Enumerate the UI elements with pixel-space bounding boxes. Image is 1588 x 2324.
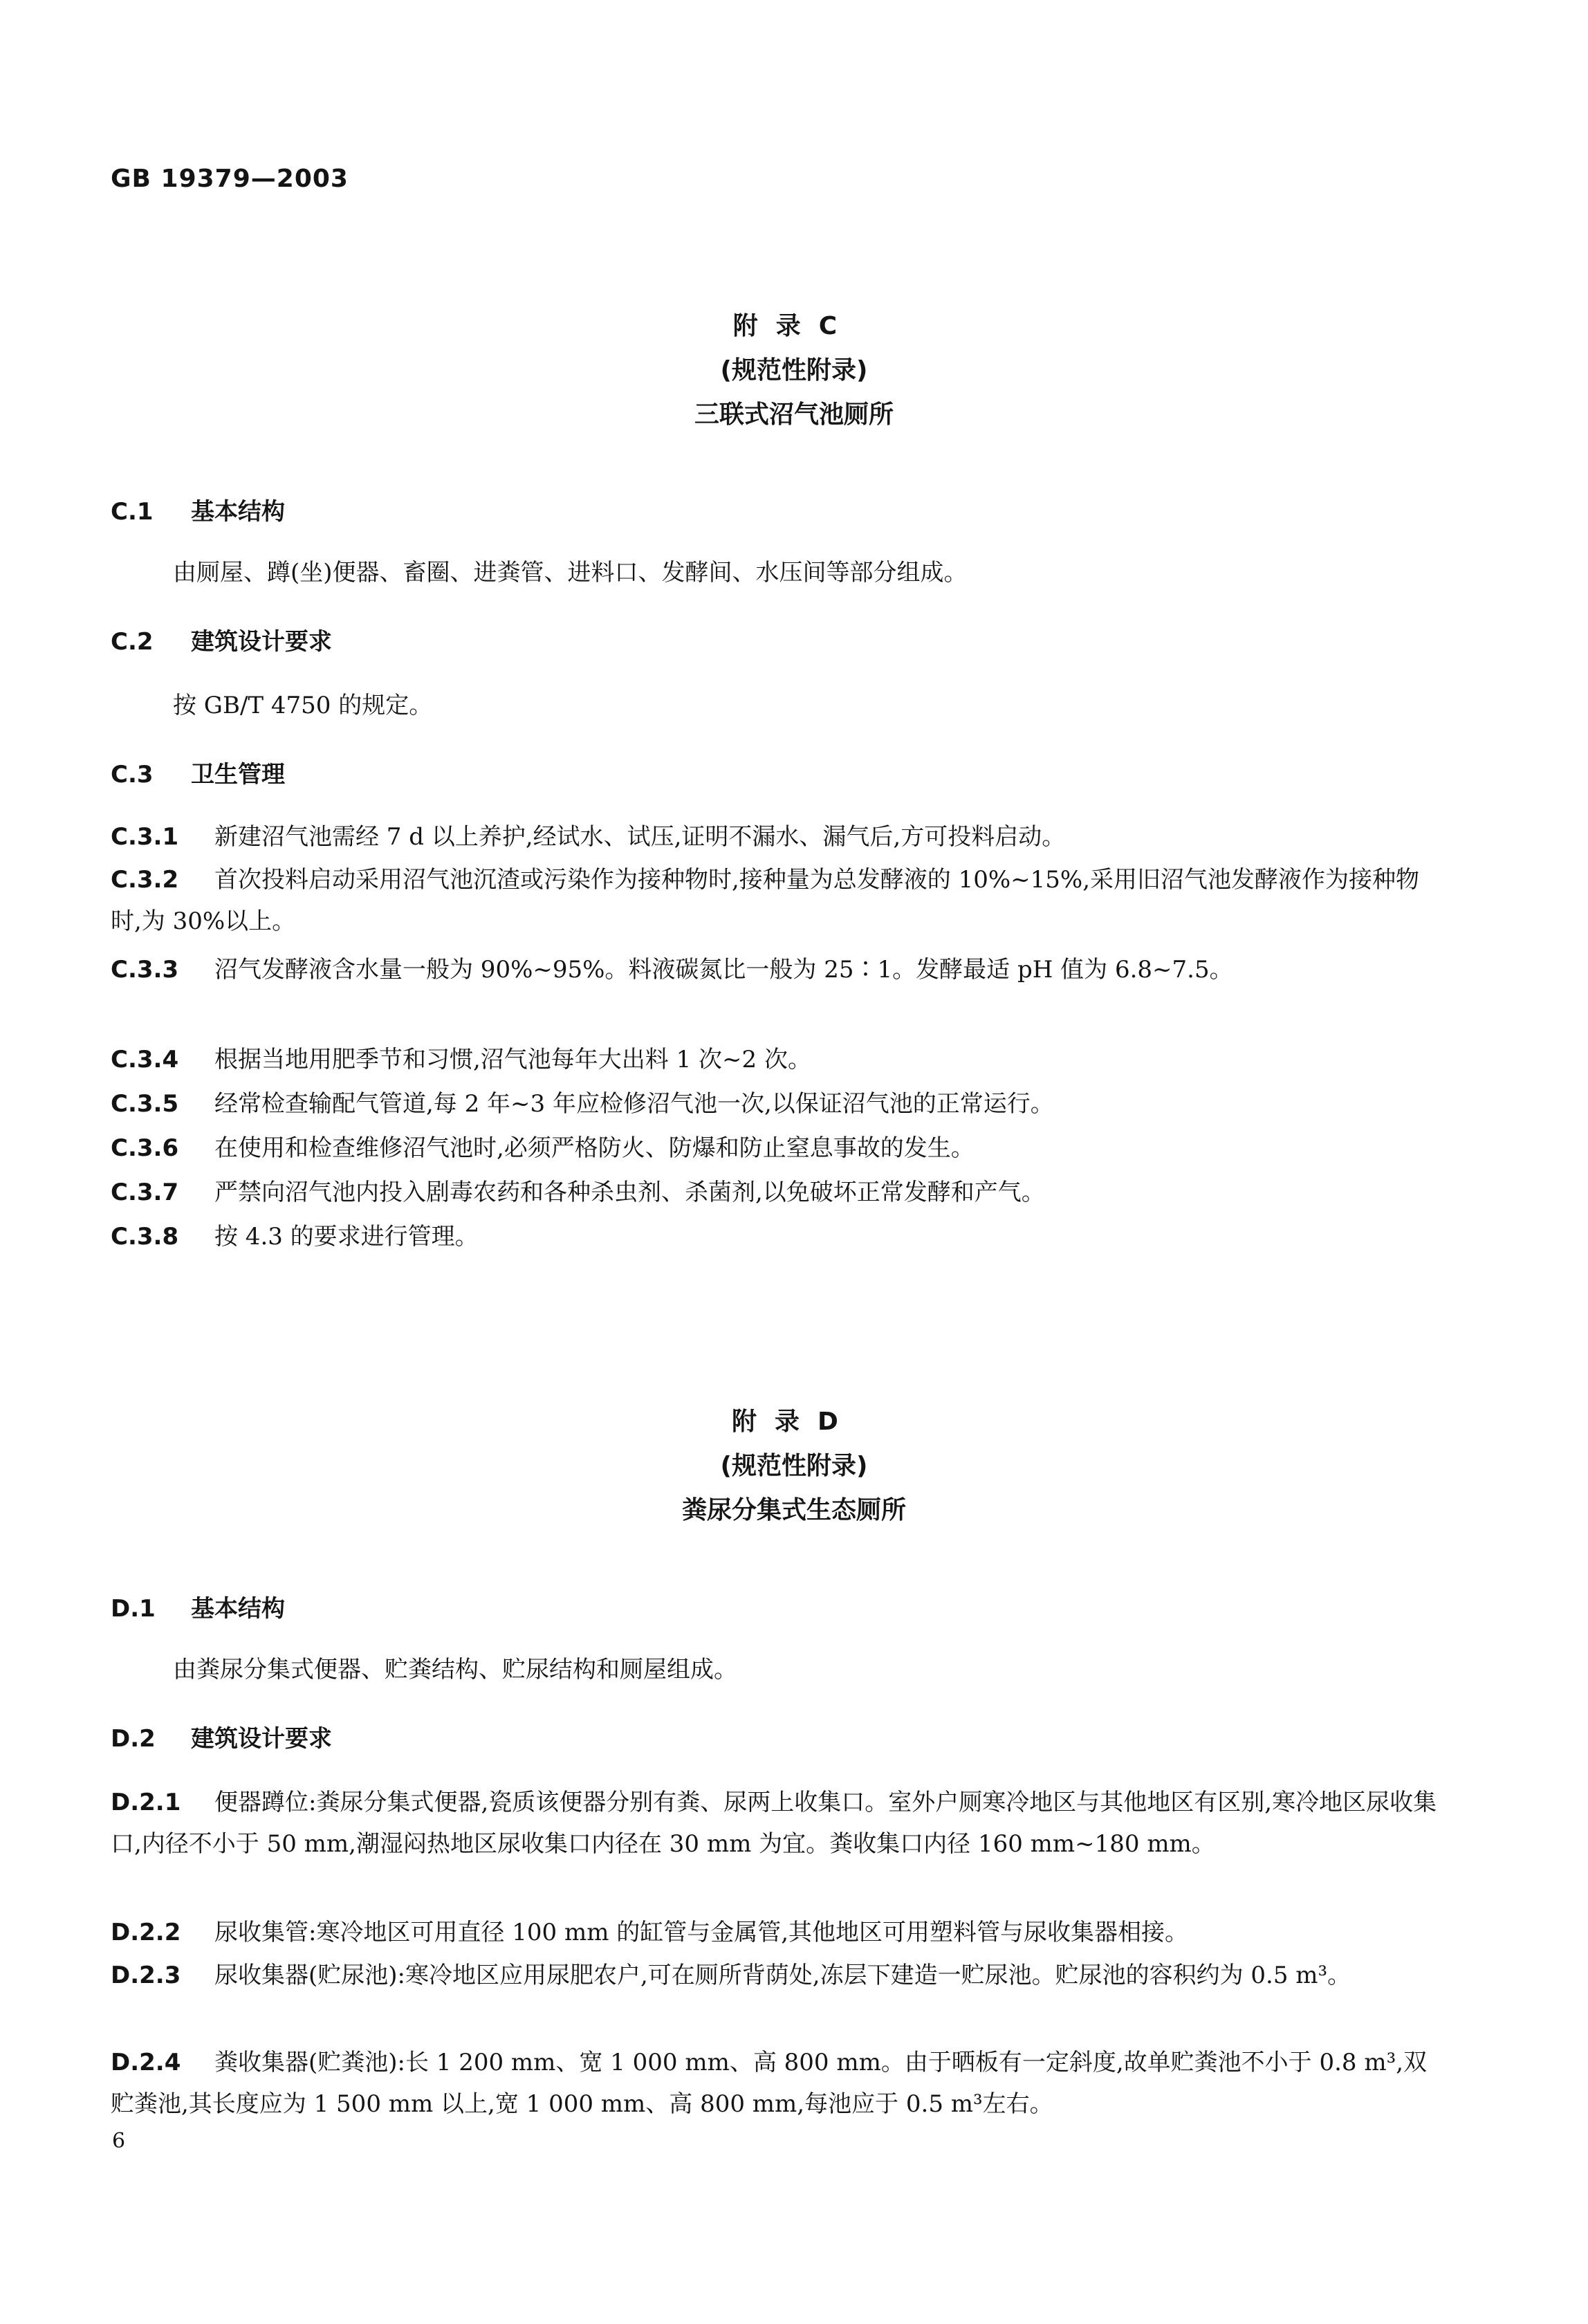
clause-number: D.2.2 (111, 1919, 181, 1946)
clause-c-3-2 (111, 859, 1439, 942)
clause-text: 经常检查输配气管道,每 2 年~3 年应检修沼气池一次,以保证沼气池的正常运行。 (214, 1090, 1054, 1118)
clause-number: C.3.2 (111, 866, 179, 894)
page-number: 6 (112, 2129, 126, 2153)
clause-number: C.3.1 (111, 823, 179, 851)
clause-text: 首次投料启动采用沼气池沉渣或污染作为接种物时,接种量为总发酵液的 10%~15%,采用旧沼气池发酵液作为接种物时,为 30%以上。 (111, 866, 1420, 935)
clause-text: 根据当地用肥季节和习惯,沼气池每年大出料 1 次~2 次。 (214, 1046, 811, 1073)
section-d2-heading (111, 1719, 332, 1753)
clause-d-2-1 (111, 1782, 1439, 1865)
clause-text: 严禁向沼气池内投入剧毒农药和各种杀虫剂、杀菌剂,以免破坏正常发酵和产气。 (214, 1179, 1045, 1206)
section-title: 卫生管理 (191, 761, 285, 788)
clause-number: D.2.4 (111, 2049, 181, 2076)
clause-text: 粪收集器(贮粪池):长 1 200 mm、宽 1 000 mm、高 800 mm。由于晒板有一定斜度,故单贮粪池不小于 0.8 m³,双贮粪池,其长度应为 1 500 mm 以上,宽 1 000 mm、高 800 mm,每池应于 0.5 m³左右。 (111, 2049, 1428, 2118)
clause-d-2-4 (111, 2042, 1439, 2125)
section-c2-text: 按 GB/T 4750 的规定。 (173, 692, 433, 719)
appendix-d-heading (0, 1400, 1588, 1533)
section-number: D.2 (111, 1725, 156, 1753)
section-c1-text: 由厕屋、蹲(坐)便器、畜圈、进粪管、进料口、发酵间、水压间等部分组成。 (173, 559, 968, 587)
section-c3-heading (111, 755, 285, 789)
clause-c-3-1 (111, 816, 1439, 858)
clause-c-3-5 (111, 1083, 1439, 1125)
appendix-d-type: (规范性附录) (720, 1452, 868, 1480)
section-number: D.1 (111, 1595, 156, 1623)
clause-number: C.3.4 (111, 1046, 179, 1073)
appendix-c-type: (规范性附录) (720, 356, 868, 385)
clause-text: 按 4.3 的要求进行管理。 (214, 1223, 479, 1251)
clause-text: 便器蹲位:粪尿分集式便器,瓷质该便器分别有粪、尿两上收集口。室外户厕寒冷地区与其他地区有区别,寒冷地区尿收集口,内径不小于 50 mm,潮湿闷热地区尿收集口内径在 30 mm 为宜。粪收集口内径 160 mm~180 mm。 (111, 1789, 1437, 1858)
clause-text: 尿收集管:寒冷地区可用直径 100 mm 的缸管与金属管,其他地区可用塑料管与尿收集器相接。 (214, 1919, 1189, 1946)
appendix-c-heading (0, 304, 1588, 437)
clause-c-3-6 (111, 1127, 1439, 1169)
section-number: C.3 (111, 761, 154, 788)
section-title: 建筑设计要求 (191, 1725, 332, 1753)
clause-text: 在使用和检查维修沼气池时,必须严格防火、防爆和防止窒息事故的发生。 (214, 1134, 975, 1162)
appendix-c-title: 三联式沼气池厕所 (694, 400, 894, 429)
clause-d-2-3 (111, 1955, 1439, 1996)
clause-number: D.2.3 (111, 1962, 181, 1989)
clause-c-3-4 (111, 1039, 1439, 1080)
section-title: 建筑设计要求 (191, 628, 332, 656)
clause-c-3-3 (111, 949, 1439, 990)
appendix-c-label: 附录C (732, 312, 856, 340)
clause-number: C.3.8 (111, 1223, 179, 1251)
clause-text: 新建沼气池需经 7 d 以上养护,经试水、试压,证明不漏水、漏气后,方可投料启动。 (214, 823, 1066, 851)
section-d1-heading (111, 1589, 285, 1623)
section-c2-heading (111, 622, 332, 656)
clause-number: C.3.5 (111, 1090, 179, 1118)
section-title: 基本结构 (191, 498, 285, 526)
clause-text: 沼气发酵液含水量一般为 90%~95%。料液碳氮比一般为 25∶1。发酵最适 pH 值为 6.8~7.5。 (214, 956, 1233, 984)
clause-number: C.3.6 (111, 1134, 179, 1162)
section-number: C.1 (111, 498, 154, 526)
clause-c-3-8 (111, 1216, 1439, 1257)
clause-number: D.2.1 (111, 1789, 181, 1816)
clause-number: C.3.3 (111, 956, 179, 984)
clause-text: 尿收集器(贮尿池):寒冷地区应用尿肥农户,可在厕所背荫处,冻层下建造一贮尿池。贮尿池的容积约为 0.5 m³。 (214, 1962, 1351, 1989)
section-d1-text: 由粪尿分集式便器、贮粪结构、贮尿结构和厕屋组成。 (173, 1656, 737, 1684)
section-c1-heading (111, 492, 285, 526)
appendix-d-title: 粪尿分集式生态厕所 (681, 1496, 906, 1524)
clause-number: C.3.7 (111, 1179, 179, 1206)
clause-c-3-7 (111, 1172, 1439, 1213)
clause-d-2-2 (111, 1912, 1439, 1953)
section-number: C.2 (111, 628, 154, 656)
appendix-d-label: 附录D (732, 1408, 856, 1436)
standard-code: GB 19379—2003 (111, 165, 349, 193)
section-title: 基本结构 (191, 1595, 285, 1623)
